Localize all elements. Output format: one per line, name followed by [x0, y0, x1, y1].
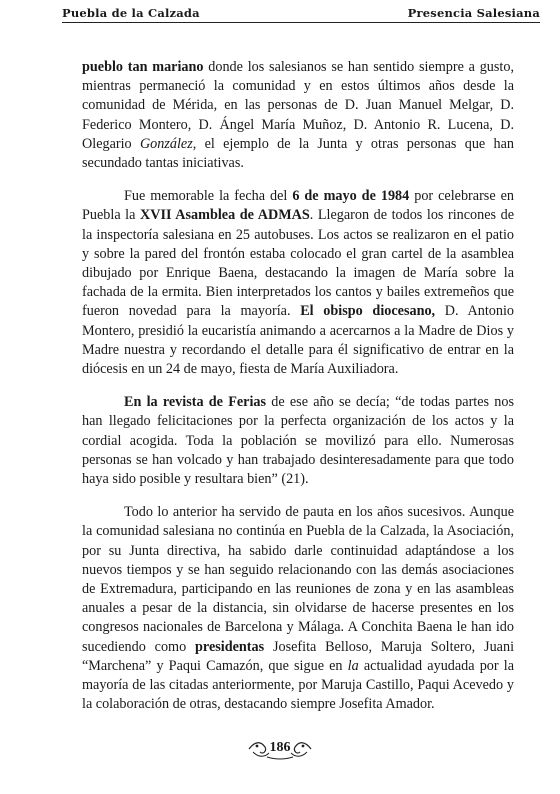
page-footer — [0, 737, 560, 766]
text-segment: , el ejemplo de la Junta y otras personas que han secundado tantas iniciativas. — [82, 135, 514, 172]
page-number-ornament — [245, 737, 315, 761]
text-segment: D. Antonio Montero, presidió la eucaristía animando a acercarnos a la Madre de Dios y Madre nuestra y recordando el detalle para él significativo de entrar en la diócesis en un 24 de mayo, fiesta de María Auxiliadora. — [82, 303, 514, 378]
paragraph-1 — [82, 58, 514, 173]
text-segment: por celebrarse en Puebla la — [82, 188, 514, 224]
text-segment: presidentas — [195, 638, 265, 655]
text-segment: En la revista de Ferias — [124, 394, 267, 411]
page-body — [82, 58, 514, 729]
paragraph-4 — [82, 503, 514, 714]
text-segment: 6 de mayo de 1984 — [292, 188, 410, 205]
text-segment: Fue memorable la fecha del — [124, 188, 293, 205]
text-segment: de ese año se decía; “de todas partes nos han llegado felicitaciones por la perfecta organización de los actos y la cordial acogida. Toda la población se movilizó para ello. Numerosas personas se han volcado y han trabajado desinteresadamente para que todo haya sido posible y resultara bien” (21). — [82, 394, 514, 488]
paragraph-3 — [82, 393, 514, 489]
header-book-title: Puebla de la Calzada — [62, 6, 200, 20]
text-segment: pueblo tan mariano — [82, 59, 204, 75]
text-segment: XVII Asamblea de ADMAS — [139, 207, 310, 224]
text-segment: actualidad ayudada por la mayoría de las citadas anteriormente, por Maruja Castillo, Paqui Acevedo y la colaboración de otras, destacando siempre Josefita Amador. — [82, 657, 514, 713]
running-header — [62, 6, 540, 23]
page-number: 186 — [269, 740, 291, 755]
text-segment: Josefita Belloso, Maruja Soltero, Juani “Marchena” y Paqui Camazón, que sigue en — [82, 638, 515, 674]
text-segment: El obispo diocesano, — [300, 303, 436, 320]
text-segment: . Llegaron de todos los rincones de la inspectoría salesiana en 25 autobuses. Los actos se realizaron en el patio y sobre la pared del frontón estaba colocado el gran cartel de la asamblea dibujado por Enrique Baena, destacando la imagen de María sobre la fachada de la ermita. Bien interpretados los cantos y bailes extremeños que fueron novedad para la mayoría. — [82, 207, 515, 320]
paragraph-2 — [82, 187, 514, 379]
text-segment: donde los salesianos se han sentido siempre a gusto, mientras permaneció la comunidad y en estos últimos años desde la comunidad de Mérida, en las personas de D. Juan Manuel Melgar, D. Federico Montero, D. Ángel María Muñoz, D. Antonio R. Lucena, D. Olegario — [82, 59, 514, 152]
header-section-title: Presencia Salesiana — [407, 6, 540, 20]
text-segment: González — [139, 135, 193, 152]
text-segment: la — [347, 657, 359, 674]
text-segment: Todo lo anterior ha servido de pauta en los años sucesivos. Aunque la comunidad salesiana no continúa en Puebla de la Calzada, la Asociación, por su Junta directiva, ha sabido darle continuidad adaptándose a los nuevos tiempos y se han seguido relacionando con las demás asociaciones de Extremadura, participando en las reuniones de zona y en las asambleas anuales a pesar de la distancia, sin olvidarse de hacerse presentes en los congresos nacionales de Barcelona y Málaga. A Conchita Baena le han ido sucediendo como — [82, 504, 514, 655]
